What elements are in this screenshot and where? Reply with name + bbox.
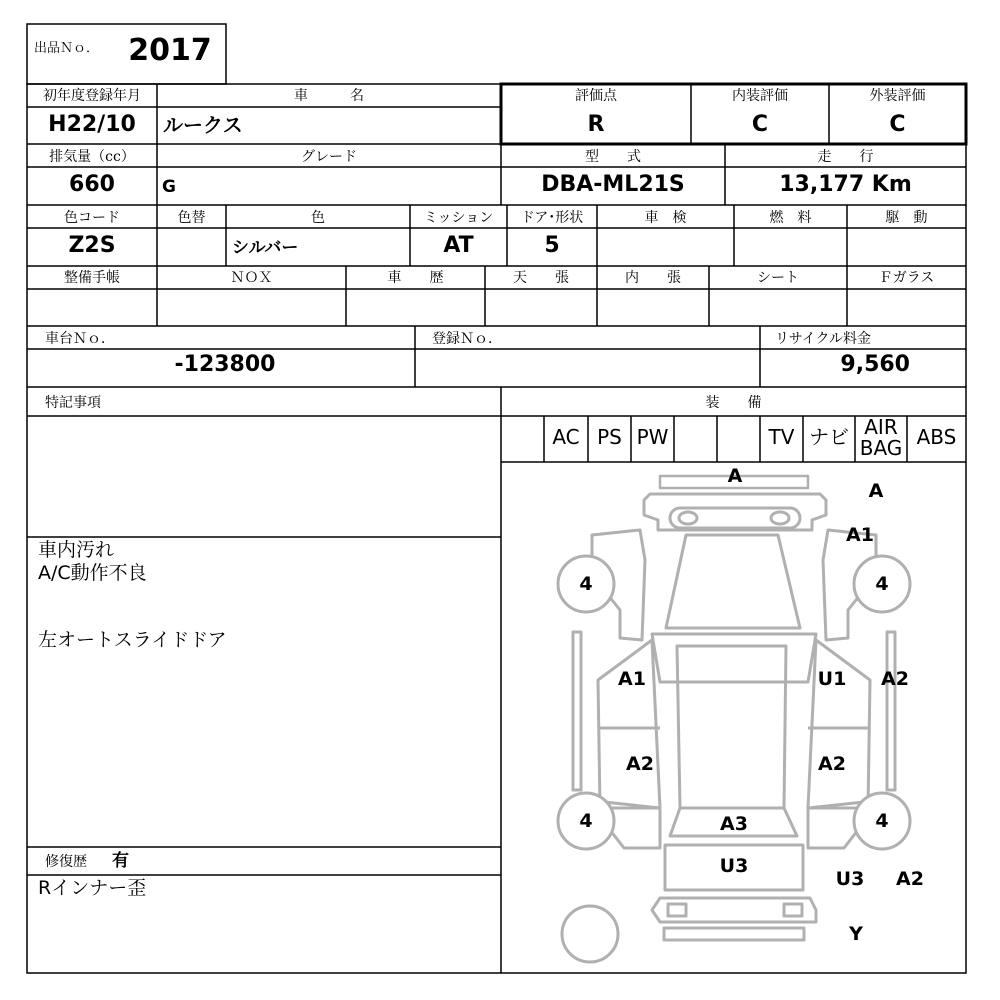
door-value: 5 bbox=[544, 233, 560, 258]
equip-airbag-top: AIR bbox=[864, 415, 898, 439]
mark-right-mirror: A2 bbox=[881, 668, 909, 690]
mission-value: AT bbox=[443, 233, 474, 258]
mark-rear-right-bumper: A2 bbox=[896, 868, 924, 890]
front-glass-label: Ｆガラス bbox=[878, 270, 935, 286]
model-label: 型 式 bbox=[585, 149, 641, 165]
exterior-score-value: C bbox=[889, 112, 906, 137]
maintenance-book-label: 整備手帳 bbox=[64, 270, 120, 286]
lot-label: 出品Ｎｏ． bbox=[34, 41, 100, 56]
repair-note: Rインナー歪 bbox=[38, 877, 147, 899]
displacement-label: 排気量（cc） bbox=[49, 149, 135, 165]
mark-rear-window: A3 bbox=[720, 813, 748, 835]
inspection-label: 車 検 bbox=[644, 210, 687, 226]
mark-rear-bumper: Y bbox=[849, 923, 863, 945]
fuel-label: 燃 料 bbox=[769, 210, 812, 226]
chassis-number-value: -123800 bbox=[174, 352, 276, 377]
equipment-label: 装 備 bbox=[705, 395, 762, 411]
door-label: ドア･形状 bbox=[520, 210, 584, 226]
grade-label: グレード bbox=[301, 149, 357, 165]
first-registration-value: H22/10 bbox=[48, 112, 136, 137]
equip-tv: TV bbox=[768, 425, 795, 449]
special-notes-label: 特記事項 bbox=[45, 395, 101, 411]
seat-label: シート bbox=[757, 270, 799, 286]
lot-number: 2017 bbox=[128, 33, 212, 68]
equip-pw: PW bbox=[636, 425, 669, 449]
equip-ps: PS bbox=[597, 425, 622, 449]
interior-score-value: C bbox=[751, 112, 769, 137]
color-label: 色 bbox=[311, 210, 325, 226]
mileage-value: 13,177 Km bbox=[779, 172, 912, 197]
car-name-value: ルークス bbox=[163, 113, 243, 137]
nox-label: ＮＯＸ bbox=[230, 270, 273, 286]
color-code-label: 色コード bbox=[64, 210, 120, 226]
equip-abs: ABS bbox=[916, 425, 957, 449]
model-value: DBA-ML21S bbox=[541, 172, 685, 197]
mark-tire-front-left: 4 bbox=[579, 573, 593, 595]
mileage-label: 走 行 bbox=[817, 149, 874, 165]
note-line-1: 車内汚れ bbox=[38, 539, 115, 561]
mark-left-front-door: A1 bbox=[618, 668, 646, 690]
equip-navi: ナビ bbox=[809, 425, 849, 449]
recycle-fee-value: 9,560 bbox=[840, 352, 910, 377]
interior-lining-label: 内 張 bbox=[625, 270, 681, 286]
drive-label: 駆 動 bbox=[885, 210, 928, 226]
mark-tire-front-right: 4 bbox=[875, 573, 889, 595]
mission-label: ミッション bbox=[423, 210, 494, 226]
mark-right-front-door: U1 bbox=[817, 668, 847, 690]
score-value: R bbox=[587, 112, 605, 137]
color-code-value: Z2S bbox=[68, 233, 116, 258]
score-label: 評価点 bbox=[575, 88, 617, 104]
mark-front-right: A bbox=[868, 480, 884, 502]
interior-score-label: 内装評価 bbox=[732, 88, 788, 104]
color-change-label: 色替 bbox=[177, 210, 206, 226]
mark-front-bumper: A bbox=[727, 465, 743, 487]
grade-value: G bbox=[162, 177, 176, 197]
note-line-2: A/C動作不良 bbox=[38, 562, 147, 584]
mark-tire-rear-right: 4 bbox=[875, 810, 889, 832]
mark-left-rear-door: A2 bbox=[626, 753, 654, 775]
mark-grille: A1 bbox=[846, 524, 874, 546]
exterior-score-label: 外装評価 bbox=[869, 88, 926, 104]
car-history-label: 車 歴 bbox=[387, 270, 444, 286]
mark-rear-right-quarter: U3 bbox=[835, 868, 865, 890]
registration-number-label: 登録Ｎｏ． bbox=[432, 331, 502, 347]
car-name-label: 車 名 bbox=[294, 88, 364, 104]
mark-tire-rear-left: 4 bbox=[579, 810, 593, 832]
chassis-number-label: 車台Ｎｏ． bbox=[45, 331, 115, 347]
ceiling-label: 天 張 bbox=[513, 270, 569, 286]
repair-history-label: 修復歴 bbox=[45, 854, 87, 870]
repair-history-value: 有 bbox=[112, 851, 129, 871]
recycle-fee-label: リサイクル料金 bbox=[775, 331, 872, 347]
note-line-3: 左オートスライドドア bbox=[38, 629, 227, 651]
equip-ac: AC bbox=[552, 425, 580, 449]
first-registration-label: 初年度登録年月 bbox=[43, 88, 141, 104]
mark-right-rear-door: A2 bbox=[818, 753, 846, 775]
displacement-value: 660 bbox=[69, 172, 115, 197]
color-value: シルバー bbox=[232, 238, 299, 258]
equip-airbag-bottom: BAG bbox=[859, 436, 903, 460]
mark-tailgate: U3 bbox=[719, 855, 749, 877]
